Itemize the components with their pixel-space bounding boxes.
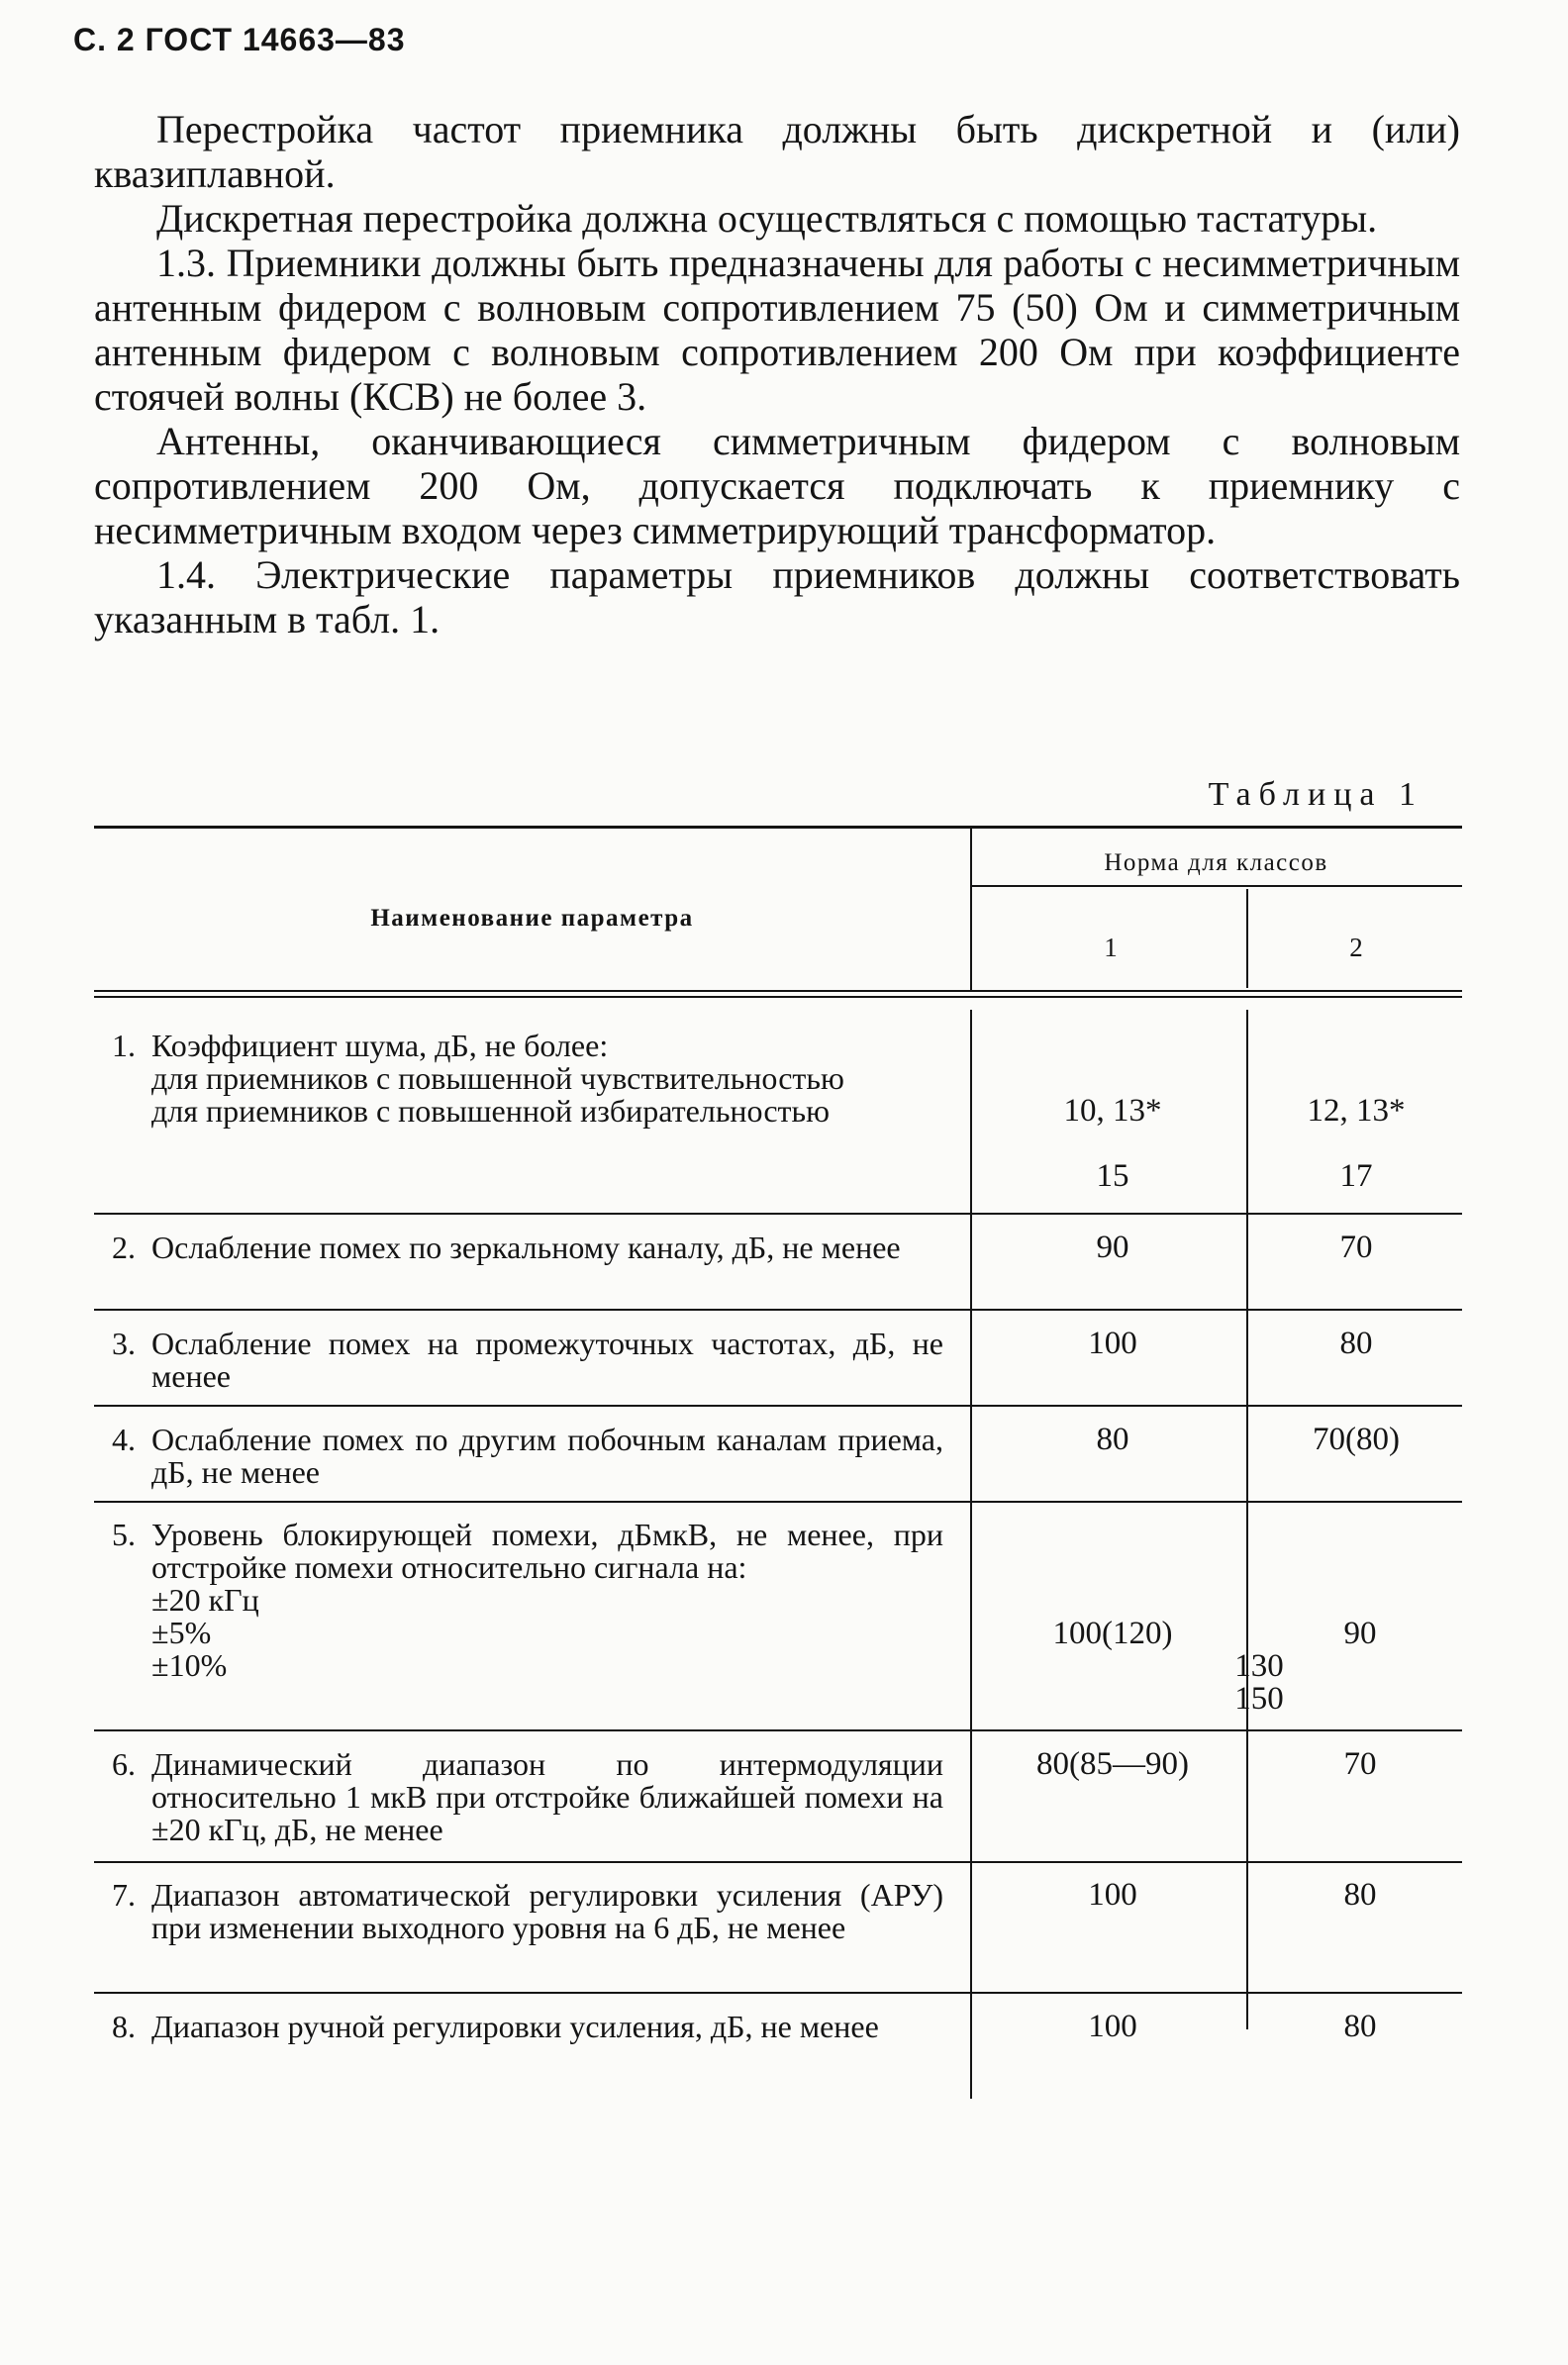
- body-divider: [970, 1010, 972, 2099]
- row-number: 2.: [112, 1230, 136, 1265]
- row-number: 8.: [112, 2009, 136, 2044]
- class-divider: [1246, 889, 1248, 988]
- value-merged: 150: [1234, 1681, 1284, 1717]
- row-label: Уровень блокирующей помехи, дБмкВ, не менее, при отстройке помехи относительно сигнала на:: [151, 1517, 943, 1585]
- paragraph: Перестройка частот приемника должны быть дискретной и (или) квазиплавной.: [94, 107, 1460, 196]
- row-sublabel: ±5%: [151, 1615, 212, 1650]
- column-header-norm: Норма для классов: [1104, 849, 1328, 876]
- value-class2: 90: [1343, 1616, 1377, 1651]
- row-separator: [94, 1861, 1462, 1863]
- value-class2: 70: [1339, 1230, 1373, 1265]
- table-top-rule: [94, 826, 1462, 829]
- value-class1: 15: [1096, 1158, 1129, 1194]
- body-text: [94, 107, 1460, 641]
- paragraph: 1.4. Электрические параметры приемников должны соответствовать указанным в табл. 1.: [94, 552, 1460, 641]
- value-class1: 100: [1088, 1877, 1137, 1913]
- row-label: Ослабление помех по зеркальному каналу, дБ, не менее: [151, 1230, 901, 1265]
- value-class1: 100: [1088, 2009, 1137, 2044]
- paragraph: 1.3. Приемники должны быть предназначены для работы с несимметричным антенным фидером с волновым сопротивлением 75 (50) Ом и симметричным антенным фидером с волновым сопротивлением 200 Ом при коэффициенте стоячей волны (КСВ) не более 3.: [94, 241, 1460, 419]
- table-label: Таблица 1: [1208, 776, 1423, 813]
- paragraph: Антенны, оканчивающиеся симметричным фидером с волновым сопротивлением 200 Ом, допускается подключать к приемнику с несимметричным входом через симметрирующий трансформатор.: [94, 419, 1460, 552]
- row-sublabel: для приемников с повышенной избирательностью: [151, 1093, 831, 1129]
- header-bottom-rule: [94, 996, 1462, 998]
- row-number: 4.: [112, 1422, 136, 1457]
- row-number: 5.: [112, 1517, 136, 1552]
- row-sublabel: ±20 кГц: [151, 1582, 259, 1618]
- row-label: Коэффициент шума, дБ, не более:: [151, 1028, 609, 1063]
- row-sublabel: ±10%: [151, 1647, 228, 1683]
- row-number: 3.: [112, 1326, 136, 1361]
- value-class1: 10, 13*: [1063, 1093, 1162, 1129]
- value-class1: 90: [1096, 1230, 1129, 1265]
- row-label: Динамический диапазон по интермодуляции относительно 1 мкВ при отстройке ближайшей помехи на ±20 кГц, дБ, не менее: [151, 1746, 943, 1847]
- value-class2: 80: [1343, 1877, 1377, 1913]
- row-separator: [94, 1405, 1462, 1407]
- value-merged: 130: [1234, 1648, 1284, 1684]
- value-class2: 80: [1343, 2009, 1377, 2044]
- paragraph: Дискретная перестройка должна осуществляться с помощью тастатуры.: [156, 196, 1378, 241]
- column-header-parameter: Наименование параметра: [370, 905, 694, 932]
- row-number: 6.: [112, 1746, 136, 1782]
- parameters-table: [94, 826, 1462, 2113]
- row-label: Диапазон ручной регулировки усиления, дБ, не менее: [151, 2009, 879, 2044]
- header-sub-rule: [972, 885, 1462, 887]
- row-label: Диапазон автоматической регулировки усиления (АРУ) при изменении выходного уровня на 6 дБ, не менее: [151, 1877, 943, 1945]
- value-class2: 70(80): [1313, 1422, 1400, 1457]
- row-sublabel: для приемников с повышенной чувствительностью: [151, 1060, 844, 1096]
- value-class1: 100(120): [1052, 1616, 1173, 1651]
- value-class2: 80: [1339, 1326, 1373, 1361]
- row-label: Ослабление помех на промежуточных частотах, дБ, не менее: [151, 1326, 943, 1394]
- header-bottom-rule: [94, 990, 1462, 992]
- row-number: 7.: [112, 1877, 136, 1913]
- row-separator: [94, 1992, 1462, 1994]
- value-class1: 80: [1096, 1422, 1129, 1457]
- value-class1: 100: [1088, 1326, 1137, 1361]
- value-class2: 17: [1339, 1158, 1373, 1194]
- value-class2: 12, 13*: [1307, 1093, 1406, 1129]
- value-class1: 80(85—90): [1036, 1746, 1189, 1782]
- column-header-class2: 2: [1349, 933, 1363, 962]
- row-number: 1.: [112, 1028, 136, 1063]
- value-class2: 70: [1343, 1746, 1377, 1782]
- row-separator: [94, 1501, 1462, 1503]
- column-header-class1: 1: [1104, 933, 1118, 962]
- row-separator: [94, 1729, 1462, 1731]
- row-separator: [94, 1213, 1462, 1215]
- row-separator: [94, 1309, 1462, 1311]
- row-label: Ослабление помех по другим побочным каналам приема, дБ, не менее: [151, 1422, 943, 1490]
- page-header: С. 2 ГОСТ 14663—83: [73, 22, 406, 57]
